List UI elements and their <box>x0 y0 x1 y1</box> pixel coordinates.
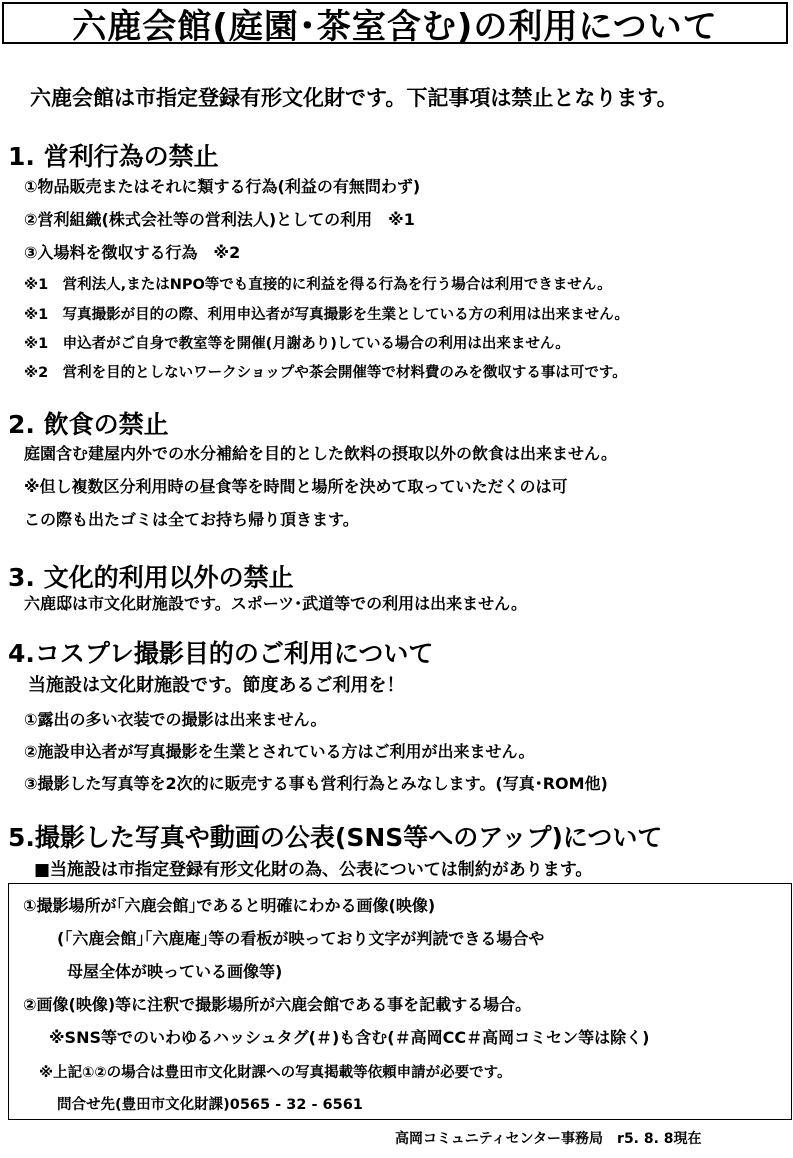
box-line-6: ※上記①②の場合は豊田市文化財課への写真掲載等依頼申請が必要です。 <box>39 1065 512 1081</box>
section-4-lead: 当施設は文化財施設です。節度あるご利用を！ <box>28 675 405 696</box>
contact-line: 問合せ先(豊田市文化財課)0565 - 32 - 6561 <box>57 1097 363 1113</box>
page-title: 六鹿会館(庭園･茶室含む)の利用について <box>2 2 788 44</box>
box-line-4: ②画像(映像)等に注釈で撮影場所が六鹿会館である事を記載する場合。 <box>23 995 532 1014</box>
section-1-item-2: ②営利組織(株式会社等の営利法人)としての利用 ※1 <box>24 210 415 229</box>
section-2-item-2: ※但し複数区分利用時の昼食等を時間と場所を決めて取っていただくのは可 <box>24 477 568 496</box>
box-line-3: 母屋全体が映っている画像等) <box>67 962 283 981</box>
section-1-note-1: ※1 営利法人,またはNPO等でも直接的に利益を得る行為を行う場合は利用できません。 <box>24 277 612 293</box>
section-1-note-2: ※1 写真撮影が目的の際、利用申込者が写真撮影を生業としている方の利用は出来ません。 <box>24 307 630 323</box>
section-1-heading: 1. 営利行為の禁止 <box>8 142 219 171</box>
section-3-item-1: 六鹿邸は市文化財施設です。スポーツ･武道等での利用は出来ません。 <box>24 594 528 613</box>
section-1-note-3: ※1 申込者がご自身で教室等を開催(月謝あり)している場合の利用は出来ません。 <box>24 336 570 352</box>
section-3-heading: 3. 文化的利用以外の禁止 <box>8 563 294 592</box>
section-5-lead: ■当施設は市指定登録有形文化財の為、公表については制約があります。 <box>34 860 593 880</box>
section-4-item-1: ①露出の多い衣装での撮影は出来ません。 <box>24 710 327 729</box>
section-1-note-4: ※2 営利を目的としないワークショップや茶会開催等で材料費のみを徴収する事は可です。 <box>24 365 627 381</box>
section-1-item-3: ③入場料を徴収する行為 ※2 <box>24 243 241 262</box>
section-4-item-2: ②施設申込者が写真撮影を生業とされている方はご利用が出来ません。 <box>24 742 535 761</box>
section-4-item-3: ③撮影した写真等を2次的に販売する事も営利行為とみなします。(写真･ROM他) <box>24 774 608 793</box>
box-line-1: ①撮影場所が｢六鹿会館｣であると明確にわかる画像(映像) <box>23 896 436 915</box>
footer-office: 高岡コミュニティセンター事務局 r5. 8. 8現在 <box>395 1131 702 1147</box>
photo-publication-box <box>8 883 792 1120</box>
section-4-heading: 4.コスプレ撮影目的のご利用について <box>8 639 434 668</box>
section-1-item-1: ①物品販売またはそれに類する行為(利益の有無問わず) <box>24 177 421 196</box>
section-2-item-1: 庭園含む建屋内外での水分補給を目的とした飲料の摂取以外の飲食は出来ません。 <box>24 444 617 463</box>
intro-text: 六鹿会館は市指定登録有形文化財です。下記事項は禁止となります。 <box>30 86 678 110</box>
section-2-heading: 2. 飲食の禁止 <box>8 410 169 439</box>
section-5-heading: 5.撮影した写真や動画の公表(SNS等へのアップ)について <box>8 823 663 852</box>
section-2-item-3: この際も出たゴミは全てお持ち帰り頂きます。 <box>24 510 359 529</box>
box-line-5: ※SNS等でのいわゆるハッシュタグ(＃)も含む(＃高岡CC＃高岡コミセン等は除く) <box>49 1028 650 1047</box>
box-line-2: (｢六鹿会館｣｢六鹿庵｣等の看板が映っており文字が判読できる場合や <box>57 929 545 948</box>
